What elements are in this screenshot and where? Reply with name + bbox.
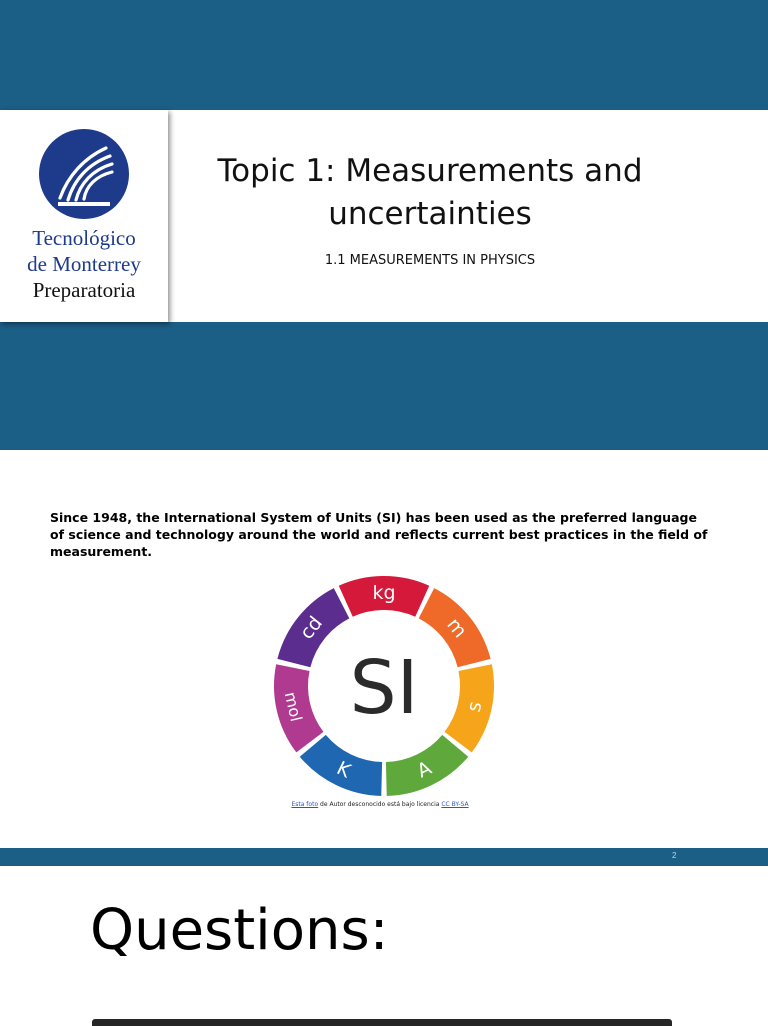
tec-monterrey-emblem-icon [38, 128, 130, 220]
license-link[interactable]: CC BY-SA [441, 801, 469, 808]
si-units-wheel [264, 566, 504, 806]
logo-line-1: Tecnológico [32, 226, 136, 250]
credit-text: de Autor desconocido está bajo licencia [318, 801, 442, 808]
si-paragraph: Since 1948, the International System of Units (SI) has been used as the preferred language of science and technology around the world and reflects current best practices in the field of measurement. [50, 510, 708, 559]
slide-title-line-1: Topic 1: Measurements and [217, 153, 643, 189]
photo-link[interactable]: Esta foto [291, 801, 319, 808]
top-blue-band [0, 0, 768, 110]
questions-heading: Questions: [90, 898, 389, 963]
si-center-label: SI [349, 645, 419, 731]
si-unit-label-K: K [333, 757, 355, 783]
slide-title [180, 150, 680, 236]
si-unit-label-s: s [462, 699, 487, 714]
logo-line-3: Preparatoria [32, 278, 136, 302]
logo-card [0, 110, 168, 322]
logo-line-2: de Monterrey [27, 252, 141, 276]
bottom-blue-band [0, 322, 768, 450]
slide2-footer-band [0, 848, 768, 866]
image-credit [200, 801, 560, 808]
si-unit-label-mol: mol [280, 690, 306, 724]
si-unit-label-A: A [413, 757, 435, 783]
si-unit-label-m: m [442, 613, 472, 643]
slide-subtitle: 1.1 MEASUREMENTS IN PHYSICS [324, 253, 536, 268]
si-unit-label-cd: cd [295, 612, 327, 644]
page-number: 2 [672, 851, 677, 860]
slide-title-line-2: uncertainties [328, 196, 532, 232]
si-unit-label-kg: kg [372, 582, 396, 604]
